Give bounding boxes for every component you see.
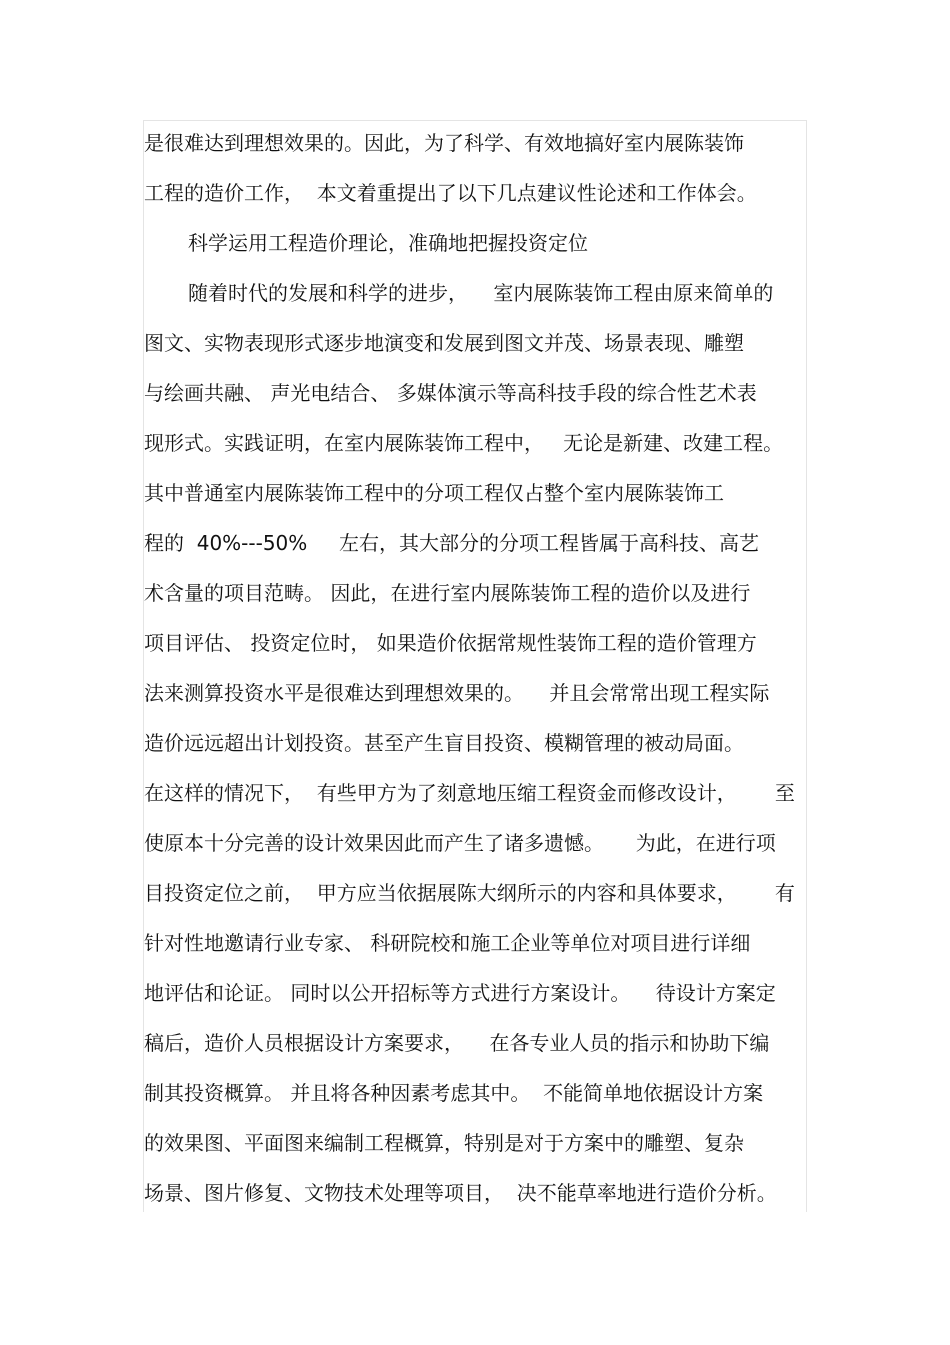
text-line-11: 项目评估、 投资定位时， 如果造价依据常规性装饰工程的造价管理方: [144, 631, 757, 655]
text-line-10: 术含量的项目范畴。 因此，在进行室内展陈装饰工程的造价以及进行: [144, 581, 751, 605]
text-line-15: 使原本十分完善的设计效果因此而产生了诸多遗憾。 为此，在进行项: [144, 831, 776, 855]
text-line-5: 图文、实物表现形式逐步地演变和发展到图文并茂、场景表现、雕塑: [144, 331, 744, 355]
text-line-1: 是很难达到理想效果的。因此，为了科学、有效地搞好室内展陈装饰: [144, 131, 744, 155]
text-line-2: 工程的造价工作， 本文着重提出了以下几点建议性论述和工作体会。: [144, 181, 757, 205]
text-line-17: 针对性地邀请行业专家、 科研院校和施工企业等单位对项目进行详细: [144, 931, 751, 955]
text-line-6: 与绘画共融、 声光电结合、 多媒体演示等高科技手段的综合性艺术表: [144, 381, 757, 405]
text-line-20: 制其投资概算。 并且将各种因素考虑其中。 不能简单地依据设计方案: [144, 1081, 764, 1105]
text-line-21: 的效果图、平面图来编制工程概算，特别是对于方案中的雕塑、复杂: [144, 1131, 744, 1155]
text-line-7: 现形式。实践证明，在室内展陈装饰工程中， 无论是新建、改建工程。: [144, 431, 784, 455]
document-body: [144, 118, 808, 1218]
text-line-9: 程的 40%---50% 左右，其大部分的分项工程皆属于高科技、高艺: [144, 531, 760, 555]
section-heading: 科学运用工程造价理论，准确地把握投资定位: [188, 231, 588, 255]
text-line-19: 稿后，造价人员根据设计方案要求， 在各专业人员的指示和协助下编: [144, 1031, 770, 1055]
text-line-8: 其中普通室内展陈装饰工程中的分项工程仅占整个室内展陈装饰工: [144, 481, 724, 505]
text-line-12: 法来测算投资水平是很难达到理想效果的。 并且会常常出现工程实际: [144, 681, 770, 705]
text-line-18: 地评估和论证。 同时以公开招标等方式进行方案设计。 待设计方案定: [144, 981, 776, 1005]
text-line-4: 随着时代的发展和科学的进步， 室内展陈装饰工程由原来简单的: [188, 281, 774, 305]
text-line-16: 目投资定位之前， 甲方应当依据展陈大纲所示的内容和具体要求， 有: [144, 881, 795, 905]
text-line-13: 造价远远超出计划投资。甚至产生盲目投资、模糊管理的被动局面。: [144, 731, 744, 755]
text-line-14: 在这样的情况下， 有些甲方为了刻意地压缩工程资金而修改设计， 至: [144, 781, 795, 805]
text-line-22: 场景、图片修复、文物技术处理等项目， 决不能草率地进行造价分析。: [144, 1181, 777, 1205]
